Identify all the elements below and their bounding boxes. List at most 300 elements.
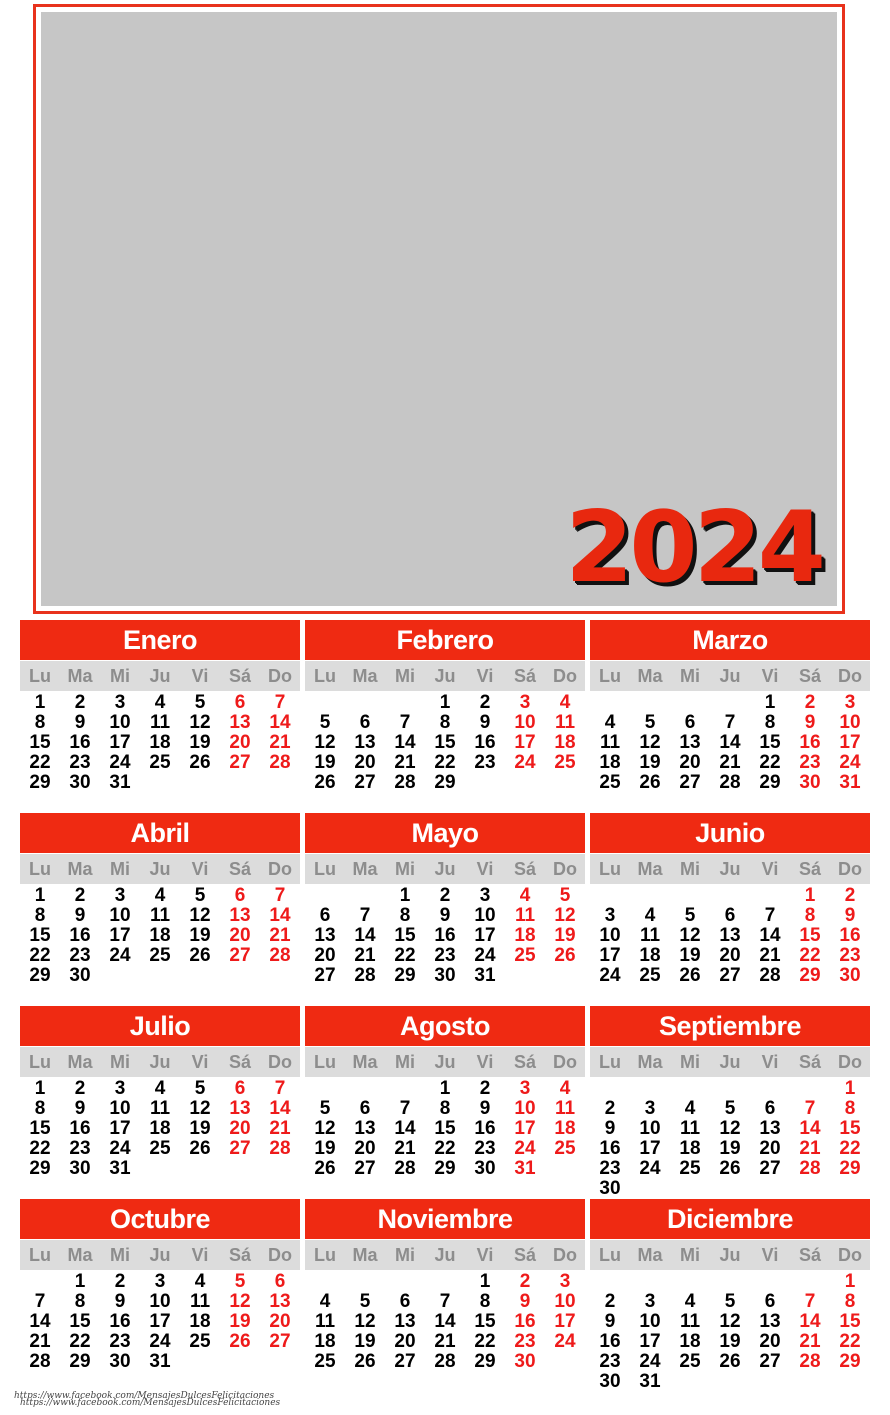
day-cell[interactable]: 23 (474, 1138, 496, 1159)
day-cell[interactable]: 5 (319, 1098, 331, 1119)
day-cell[interactable]: 7 (439, 1291, 451, 1312)
day-cell[interactable]: 14 (799, 1118, 821, 1139)
day-cell[interactable]: 27 (759, 1158, 781, 1179)
day-cell[interactable]: 2 (74, 885, 86, 906)
day-cell[interactable]: 9 (114, 1291, 126, 1312)
day-cell[interactable]: 3 (644, 1291, 656, 1312)
day-cell[interactable]: 27 (269, 1331, 291, 1352)
day-cell[interactable]: 30 (599, 1371, 621, 1392)
day-cell[interactable]: 24 (474, 945, 496, 966)
day-cell[interactable]: 11 (189, 1291, 211, 1312)
day-cell[interactable]: 10 (149, 1291, 171, 1312)
day-cell[interactable]: 17 (554, 1311, 576, 1332)
day-cell[interactable]: 9 (74, 1098, 86, 1119)
day-cell[interactable]: 30 (434, 965, 456, 986)
day-cell[interactable]: 21 (719, 752, 741, 773)
day-cell[interactable]: 21 (799, 1331, 821, 1352)
day-cell[interactable]: 1 (34, 692, 46, 713)
day-cell[interactable]: 2 (74, 692, 86, 713)
day-cell[interactable]: 10 (109, 905, 131, 926)
day-cell[interactable]: 1 (439, 1078, 451, 1099)
day-cell[interactable]: 18 (314, 1331, 336, 1352)
day-cell[interactable]: 12 (354, 1311, 376, 1332)
day-cell[interactable]: 21 (29, 1331, 51, 1352)
day-cell[interactable]: 4 (154, 692, 166, 713)
day-cell[interactable]: 14 (799, 1311, 821, 1332)
day-cell[interactable]: 22 (29, 945, 51, 966)
day-cell[interactable]: 26 (639, 772, 661, 793)
day-cell[interactable]: 2 (479, 1078, 491, 1099)
day-cell[interactable]: 31 (109, 772, 131, 793)
day-cell[interactable]: 17 (109, 925, 131, 946)
day-cell[interactable]: 18 (554, 1118, 576, 1139)
day-cell[interactable]: 22 (759, 752, 781, 773)
day-cell[interactable]: 27 (314, 965, 336, 986)
day-cell[interactable]: 16 (69, 1118, 91, 1139)
day-cell[interactable]: 4 (154, 1078, 166, 1099)
day-cell[interactable]: 12 (189, 905, 211, 926)
day-cell[interactable]: 30 (474, 1158, 496, 1179)
day-cell[interactable]: 2 (439, 885, 451, 906)
day-cell[interactable]: 28 (799, 1351, 821, 1372)
day-cell[interactable]: 29 (434, 772, 456, 793)
day-cell[interactable]: 21 (799, 1138, 821, 1159)
day-cell[interactable]: 31 (109, 1158, 131, 1179)
day-cell[interactable]: 28 (394, 772, 416, 793)
day-cell[interactable]: 1 (804, 885, 816, 906)
day-cell[interactable]: 24 (599, 965, 621, 986)
day-cell[interactable]: 15 (69, 1311, 91, 1332)
day-cell[interactable]: 3 (519, 1078, 531, 1099)
day-cell[interactable]: 5 (644, 712, 656, 733)
day-cell[interactable]: 7 (724, 712, 736, 733)
day-cell[interactable]: 4 (604, 712, 616, 733)
day-cell[interactable]: 9 (74, 712, 86, 733)
day-cell[interactable]: 12 (314, 732, 336, 753)
day-cell[interactable]: 22 (394, 945, 416, 966)
day-cell[interactable]: 25 (554, 1138, 576, 1159)
day-cell[interactable]: 14 (434, 1311, 456, 1332)
day-cell[interactable]: 23 (839, 945, 861, 966)
day-cell[interactable]: 6 (399, 1291, 411, 1312)
day-cell[interactable]: 4 (644, 905, 656, 926)
day-cell[interactable]: 10 (474, 905, 496, 926)
day-cell[interactable]: 26 (554, 945, 576, 966)
day-cell[interactable]: 7 (274, 692, 286, 713)
day-cell[interactable]: 11 (679, 1311, 701, 1332)
day-cell[interactable]: 18 (554, 732, 576, 753)
day-cell[interactable]: 30 (839, 965, 861, 986)
day-cell[interactable]: 12 (189, 1098, 211, 1119)
day-cell[interactable]: 6 (234, 692, 246, 713)
day-cell[interactable]: 28 (29, 1351, 51, 1372)
day-cell[interactable]: 24 (554, 1331, 576, 1352)
day-cell[interactable]: 30 (69, 965, 91, 986)
day-cell[interactable]: 24 (109, 945, 131, 966)
day-cell[interactable]: 29 (799, 965, 821, 986)
day-cell[interactable]: 14 (269, 905, 291, 926)
day-cell[interactable]: 24 (514, 752, 536, 773)
day-cell[interactable]: 24 (149, 1331, 171, 1352)
day-cell[interactable]: 27 (229, 752, 251, 773)
day-cell[interactable]: 29 (434, 1158, 456, 1179)
day-cell[interactable]: 16 (514, 1311, 536, 1332)
day-cell[interactable]: 6 (234, 885, 246, 906)
day-cell[interactable]: 17 (514, 732, 536, 753)
day-cell[interactable]: 4 (684, 1098, 696, 1119)
day-cell[interactable]: 12 (639, 732, 661, 753)
day-cell[interactable]: 10 (839, 712, 861, 733)
day-cell[interactable]: 11 (639, 925, 661, 946)
day-cell[interactable]: 17 (109, 1118, 131, 1139)
day-cell[interactable]: 28 (799, 1158, 821, 1179)
day-cell[interactable]: 23 (69, 752, 91, 773)
day-cell[interactable]: 15 (839, 1118, 861, 1139)
day-cell[interactable]: 19 (229, 1311, 251, 1332)
day-cell[interactable]: 29 (29, 1158, 51, 1179)
day-cell[interactable]: 25 (639, 965, 661, 986)
day-cell[interactable]: 5 (234, 1271, 246, 1292)
day-cell[interactable]: 22 (839, 1331, 861, 1352)
day-cell[interactable]: 5 (559, 885, 571, 906)
day-cell[interactable]: 12 (719, 1311, 741, 1332)
day-cell[interactable]: 1 (74, 1271, 86, 1292)
day-cell[interactable]: 22 (434, 1138, 456, 1159)
day-cell[interactable]: 9 (439, 905, 451, 926)
day-cell[interactable]: 25 (149, 1138, 171, 1159)
day-cell[interactable]: 12 (719, 1118, 741, 1139)
day-cell[interactable]: 1 (34, 885, 46, 906)
day-cell[interactable]: 8 (74, 1291, 86, 1312)
day-cell[interactable]: 11 (514, 905, 536, 926)
day-cell[interactable]: 26 (229, 1331, 251, 1352)
day-cell[interactable]: 14 (354, 925, 376, 946)
day-cell[interactable]: 15 (434, 732, 456, 753)
day-cell[interactable]: 19 (719, 1138, 741, 1159)
day-cell[interactable]: 23 (109, 1331, 131, 1352)
day-cell[interactable]: 7 (804, 1291, 816, 1312)
day-cell[interactable]: 2 (604, 1098, 616, 1119)
day-cell[interactable]: 10 (109, 1098, 131, 1119)
day-cell[interactable]: 5 (684, 905, 696, 926)
day-cell[interactable]: 1 (844, 1271, 856, 1292)
day-cell[interactable]: 15 (799, 925, 821, 946)
day-cell[interactable]: 8 (844, 1291, 856, 1312)
day-cell[interactable]: 5 (194, 1078, 206, 1099)
day-cell[interactable]: 25 (149, 752, 171, 773)
day-cell[interactable]: 26 (189, 752, 211, 773)
day-cell[interactable]: 8 (844, 1098, 856, 1119)
day-cell[interactable]: 2 (844, 885, 856, 906)
day-cell[interactable]: 12 (229, 1291, 251, 1312)
day-cell[interactable]: 23 (514, 1331, 536, 1352)
day-cell[interactable]: 9 (479, 1098, 491, 1119)
day-cell[interactable]: 21 (269, 925, 291, 946)
day-cell[interactable]: 3 (154, 1271, 166, 1292)
day-cell[interactable]: 15 (29, 1118, 51, 1139)
day-cell[interactable]: 14 (759, 925, 781, 946)
day-cell[interactable]: 31 (149, 1351, 171, 1372)
day-cell[interactable]: 7 (274, 885, 286, 906)
day-cell[interactable]: 14 (269, 712, 291, 733)
day-cell[interactable]: 17 (109, 732, 131, 753)
day-cell[interactable]: 2 (519, 1271, 531, 1292)
day-cell[interactable]: 17 (839, 732, 861, 753)
day-cell[interactable]: 20 (314, 945, 336, 966)
day-cell[interactable]: 2 (114, 1271, 126, 1292)
day-cell[interactable]: 9 (604, 1118, 616, 1139)
day-cell[interactable]: 13 (394, 1311, 416, 1332)
day-cell[interactable]: 17 (599, 945, 621, 966)
day-cell[interactable]: 20 (229, 925, 251, 946)
day-cell[interactable]: 8 (34, 712, 46, 733)
day-cell[interactable]: 17 (639, 1138, 661, 1159)
day-cell[interactable]: 20 (229, 1118, 251, 1139)
day-cell[interactable]: 21 (759, 945, 781, 966)
day-cell[interactable]: 27 (759, 1351, 781, 1372)
day-cell[interactable]: 19 (679, 945, 701, 966)
day-cell[interactable]: 12 (679, 925, 701, 946)
day-cell[interactable]: 28 (719, 772, 741, 793)
day-cell[interactable]: 21 (354, 945, 376, 966)
day-cell[interactable]: 18 (599, 752, 621, 773)
day-cell[interactable]: 31 (639, 1371, 661, 1392)
day-cell[interactable]: 3 (114, 692, 126, 713)
day-cell[interactable]: 1 (399, 885, 411, 906)
day-cell[interactable]: 18 (639, 945, 661, 966)
day-cell[interactable]: 15 (474, 1311, 496, 1332)
day-cell[interactable]: 25 (314, 1351, 336, 1372)
day-cell[interactable]: 5 (359, 1291, 371, 1312)
day-cell[interactable]: 25 (599, 772, 621, 793)
day-cell[interactable]: 10 (514, 712, 536, 733)
day-cell[interactable]: 5 (194, 692, 206, 713)
day-cell[interactable]: 6 (319, 905, 331, 926)
day-cell[interactable]: 6 (764, 1291, 776, 1312)
day-cell[interactable]: 30 (514, 1351, 536, 1372)
day-cell[interactable]: 4 (194, 1271, 206, 1292)
day-cell[interactable]: 15 (29, 925, 51, 946)
day-cell[interactable]: 5 (319, 712, 331, 733)
day-cell[interactable]: 6 (684, 712, 696, 733)
day-cell[interactable]: 7 (274, 1078, 286, 1099)
day-cell[interactable]: 13 (269, 1291, 291, 1312)
day-cell[interactable]: 13 (759, 1118, 781, 1139)
day-cell[interactable]: 7 (359, 905, 371, 926)
day-cell[interactable]: 10 (639, 1118, 661, 1139)
day-cell[interactable]: 23 (69, 1138, 91, 1159)
day-cell[interactable]: 25 (149, 945, 171, 966)
day-cell[interactable]: 31 (839, 772, 861, 793)
day-cell[interactable]: 4 (154, 885, 166, 906)
day-cell[interactable]: 21 (394, 1138, 416, 1159)
day-cell[interactable]: 30 (599, 1178, 621, 1199)
day-cell[interactable]: 20 (354, 752, 376, 773)
day-cell[interactable]: 19 (189, 925, 211, 946)
day-cell[interactable]: 9 (844, 905, 856, 926)
day-cell[interactable]: 9 (519, 1291, 531, 1312)
day-cell[interactable]: 29 (759, 772, 781, 793)
day-cell[interactable]: 15 (394, 925, 416, 946)
day-cell[interactable]: 2 (604, 1291, 616, 1312)
day-cell[interactable]: 27 (394, 1351, 416, 1372)
day-cell[interactable]: 1 (844, 1078, 856, 1099)
day-cell[interactable]: 24 (839, 752, 861, 773)
day-cell[interactable]: 6 (234, 1078, 246, 1099)
day-cell[interactable]: 20 (679, 752, 701, 773)
day-cell[interactable]: 20 (759, 1331, 781, 1352)
day-cell[interactable]: 15 (759, 732, 781, 753)
day-cell[interactable]: 25 (679, 1158, 701, 1179)
day-cell[interactable]: 26 (189, 945, 211, 966)
day-cell[interactable]: 10 (599, 925, 621, 946)
day-cell[interactable]: 16 (474, 1118, 496, 1139)
day-cell[interactable]: 3 (644, 1098, 656, 1119)
day-cell[interactable]: 11 (149, 1098, 171, 1119)
day-cell[interactable]: 27 (354, 772, 376, 793)
day-cell[interactable]: 23 (799, 752, 821, 773)
day-cell[interactable]: 20 (719, 945, 741, 966)
day-cell[interactable]: 24 (639, 1351, 661, 1372)
day-cell[interactable]: 27 (679, 772, 701, 793)
day-cell[interactable]: 5 (724, 1291, 736, 1312)
day-cell[interactable]: 14 (394, 1118, 416, 1139)
day-cell[interactable]: 6 (724, 905, 736, 926)
day-cell[interactable]: 8 (439, 712, 451, 733)
day-cell[interactable]: 23 (599, 1351, 621, 1372)
day-cell[interactable]: 16 (69, 732, 91, 753)
day-cell[interactable]: 16 (69, 925, 91, 946)
day-cell[interactable]: 18 (149, 1118, 171, 1139)
day-cell[interactable]: 22 (434, 752, 456, 773)
day-cell[interactable]: 10 (639, 1311, 661, 1332)
day-cell[interactable]: 26 (189, 1138, 211, 1159)
day-cell[interactable]: 19 (554, 925, 576, 946)
day-cell[interactable]: 29 (29, 772, 51, 793)
day-cell[interactable]: 16 (109, 1311, 131, 1332)
day-cell[interactable]: 27 (719, 965, 741, 986)
day-cell[interactable]: 4 (559, 1078, 571, 1099)
day-cell[interactable]: 7 (399, 1098, 411, 1119)
day-cell[interactable]: 20 (394, 1331, 416, 1352)
day-cell[interactable]: 25 (554, 752, 576, 773)
day-cell[interactable]: 18 (149, 925, 171, 946)
day-cell[interactable]: 21 (434, 1331, 456, 1352)
day-cell[interactable]: 3 (114, 1078, 126, 1099)
day-cell[interactable]: 18 (679, 1138, 701, 1159)
day-cell[interactable]: 25 (679, 1351, 701, 1372)
day-cell[interactable]: 22 (29, 752, 51, 773)
day-cell[interactable]: 22 (799, 945, 821, 966)
day-cell[interactable]: 1 (479, 1271, 491, 1292)
day-cell[interactable]: 9 (604, 1311, 616, 1332)
day-cell[interactable]: 14 (29, 1311, 51, 1332)
day-cell[interactable]: 28 (759, 965, 781, 986)
day-cell[interactable]: 30 (69, 1158, 91, 1179)
day-cell[interactable]: 24 (514, 1138, 536, 1159)
day-cell[interactable]: 12 (554, 905, 576, 926)
day-cell[interactable]: 2 (479, 692, 491, 713)
day-cell[interactable]: 18 (514, 925, 536, 946)
day-cell[interactable]: 13 (354, 732, 376, 753)
day-cell[interactable]: 3 (114, 885, 126, 906)
day-cell[interactable]: 13 (719, 925, 741, 946)
day-cell[interactable]: 15 (29, 732, 51, 753)
day-cell[interactable]: 20 (759, 1138, 781, 1159)
day-cell[interactable]: 1 (764, 692, 776, 713)
day-cell[interactable]: 28 (269, 752, 291, 773)
day-cell[interactable]: 24 (639, 1158, 661, 1179)
day-cell[interactable]: 26 (314, 1158, 336, 1179)
day-cell[interactable]: 11 (554, 712, 576, 733)
day-cell[interactable]: 7 (34, 1291, 46, 1312)
day-cell[interactable]: 15 (839, 1311, 861, 1332)
day-cell[interactable]: 11 (314, 1311, 336, 1332)
day-cell[interactable]: 16 (839, 925, 861, 946)
day-cell[interactable]: 10 (554, 1291, 576, 1312)
day-cell[interactable]: 9 (804, 712, 816, 733)
day-cell[interactable]: 28 (434, 1351, 456, 1372)
day-cell[interactable]: 16 (599, 1331, 621, 1352)
day-cell[interactable]: 16 (434, 925, 456, 946)
day-cell[interactable]: 27 (229, 1138, 251, 1159)
day-cell[interactable]: 13 (229, 712, 251, 733)
day-cell[interactable]: 19 (639, 752, 661, 773)
day-cell[interactable]: 1 (34, 1078, 46, 1099)
day-cell[interactable]: 8 (34, 1098, 46, 1119)
day-cell[interactable]: 6 (764, 1098, 776, 1119)
day-cell[interactable]: 19 (719, 1331, 741, 1352)
day-cell[interactable]: 18 (149, 732, 171, 753)
day-cell[interactable]: 21 (394, 752, 416, 773)
day-cell[interactable]: 3 (519, 692, 531, 713)
day-cell[interactable]: 5 (194, 885, 206, 906)
day-cell[interactable]: 11 (679, 1118, 701, 1139)
day-cell[interactable]: 29 (69, 1351, 91, 1372)
day-cell[interactable]: 23 (69, 945, 91, 966)
day-cell[interactable]: 5 (724, 1098, 736, 1119)
day-cell[interactable]: 3 (559, 1271, 571, 1292)
day-cell[interactable]: 20 (269, 1311, 291, 1332)
day-cell[interactable]: 1 (439, 692, 451, 713)
day-cell[interactable]: 2 (74, 1078, 86, 1099)
day-cell[interactable]: 9 (479, 712, 491, 733)
day-cell[interactable]: 27 (229, 945, 251, 966)
day-cell[interactable]: 11 (599, 732, 621, 753)
day-cell[interactable]: 29 (839, 1351, 861, 1372)
day-cell[interactable]: 14 (719, 732, 741, 753)
day-cell[interactable]: 24 (109, 752, 131, 773)
day-cell[interactable]: 22 (474, 1331, 496, 1352)
day-cell[interactable]: 30 (799, 772, 821, 793)
day-cell[interactable]: 22 (839, 1138, 861, 1159)
day-cell[interactable]: 30 (109, 1351, 131, 1372)
day-cell[interactable]: 29 (839, 1158, 861, 1179)
day-cell[interactable]: 17 (639, 1331, 661, 1352)
day-cell[interactable]: 24 (109, 1138, 131, 1159)
day-cell[interactable]: 28 (269, 945, 291, 966)
day-cell[interactable]: 10 (514, 1098, 536, 1119)
day-cell[interactable]: 16 (474, 732, 496, 753)
day-cell[interactable]: 21 (269, 1118, 291, 1139)
day-cell[interactable]: 26 (719, 1158, 741, 1179)
day-cell[interactable]: 29 (29, 965, 51, 986)
day-cell[interactable]: 6 (274, 1271, 286, 1292)
day-cell[interactable]: 6 (359, 1098, 371, 1119)
day-cell[interactable]: 28 (394, 1158, 416, 1179)
day-cell[interactable]: 29 (474, 1351, 496, 1372)
day-cell[interactable]: 12 (314, 1118, 336, 1139)
